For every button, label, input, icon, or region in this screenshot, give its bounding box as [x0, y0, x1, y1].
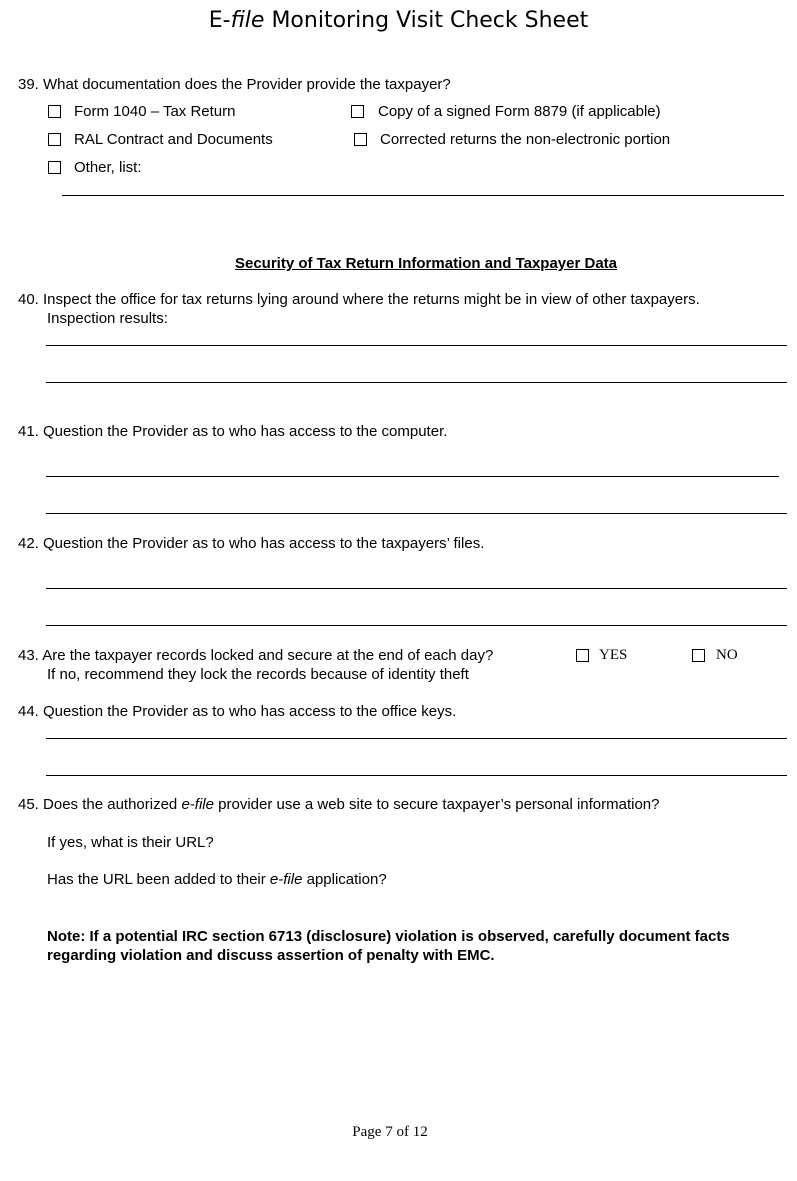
disclosure-note	[47, 927, 797, 965]
url-added-efile: e-file	[269, 871, 303, 888]
answer-line-44b[interactable]	[46, 775, 787, 776]
checkbox-form-1040[interactable]	[48, 105, 61, 118]
question-45-pre: 45. Does the authorized	[18, 796, 182, 813]
url-added-pre: Has the URL been added to their	[47, 871, 270, 888]
option-ral-contract: RAL Contract and Documents	[74, 131, 273, 148]
question-45-efile: e-file	[181, 796, 214, 813]
question-41: 41. Question the Provider as to who has access to the computer.	[18, 423, 448, 440]
option-form-1040: Form 1040 – Tax Return	[74, 103, 236, 120]
option-corrected-returns: Corrected returns the non-electronic portion	[380, 131, 671, 148]
section-heading: Security of Tax Return Information and Taxpayer Data	[234, 255, 618, 272]
checkbox-form-8879[interactable]	[351, 105, 364, 118]
answer-line-42b[interactable]	[46, 625, 787, 626]
checkbox-yes[interactable]	[576, 649, 589, 662]
option-form-8879: Copy of a signed Form 8879 (if applicable)	[378, 103, 661, 120]
answer-line-40b[interactable]	[46, 382, 787, 383]
answer-line-41a[interactable]	[46, 476, 779, 477]
yes-label: YES	[599, 647, 628, 663]
answer-line-41b[interactable]	[46, 513, 787, 514]
page-number: Page 7 of 12	[352, 1124, 428, 1140]
url-added-post: application?	[302, 871, 387, 888]
question-42: 42. Question the Provider as to who has access to the taxpayers’ files.	[18, 535, 485, 552]
question-45-post: provider use a web site to secure taxpayer’s personal information?	[213, 796, 660, 813]
title-prefix: E-	[208, 8, 231, 33]
question-39: 39. What documentation does the Provider provide the taxpayer?	[18, 76, 451, 93]
question-44: 44. Question the Provider as to who has access to the office keys.	[18, 703, 457, 720]
checkbox-no[interactable]	[692, 649, 705, 662]
title-rest: Monitoring Visit Check Sheet	[264, 8, 589, 33]
page-title	[0, 8, 797, 33]
other-list-line[interactable]	[62, 195, 784, 196]
url-question: If yes, what is their URL?	[47, 834, 214, 851]
answer-line-42a[interactable]	[46, 588, 787, 589]
answer-line-44a[interactable]	[46, 738, 787, 739]
checkbox-ral-contract[interactable]	[48, 133, 61, 146]
question-43: 43. Are the taxpayer records locked and secure at the end of each day?	[18, 647, 494, 664]
title-italic: file	[230, 8, 265, 33]
question-40: 40. Inspect the office for tax returns lying around where the returns might be in view of other taxpayers.	[18, 291, 700, 308]
note-line-1: Note: If a potential IRC section 6713 (disclosure) violation is observed, carefully document facts	[47, 928, 730, 945]
inspection-results-label: Inspection results:	[47, 310, 168, 327]
checkbox-corrected-returns[interactable]	[354, 133, 367, 146]
note-line-2: regarding violation and discuss assertion of penalty with EMC.	[47, 947, 495, 964]
no-label: NO	[716, 647, 738, 663]
question-43-note: If no, recommend they lock the records because of identity theft	[47, 666, 469, 683]
option-other: Other, list:	[74, 159, 142, 176]
url-added-question	[47, 871, 387, 888]
answer-line-40a[interactable]	[46, 345, 787, 346]
question-45	[18, 796, 660, 813]
checkbox-other[interactable]	[48, 161, 61, 174]
